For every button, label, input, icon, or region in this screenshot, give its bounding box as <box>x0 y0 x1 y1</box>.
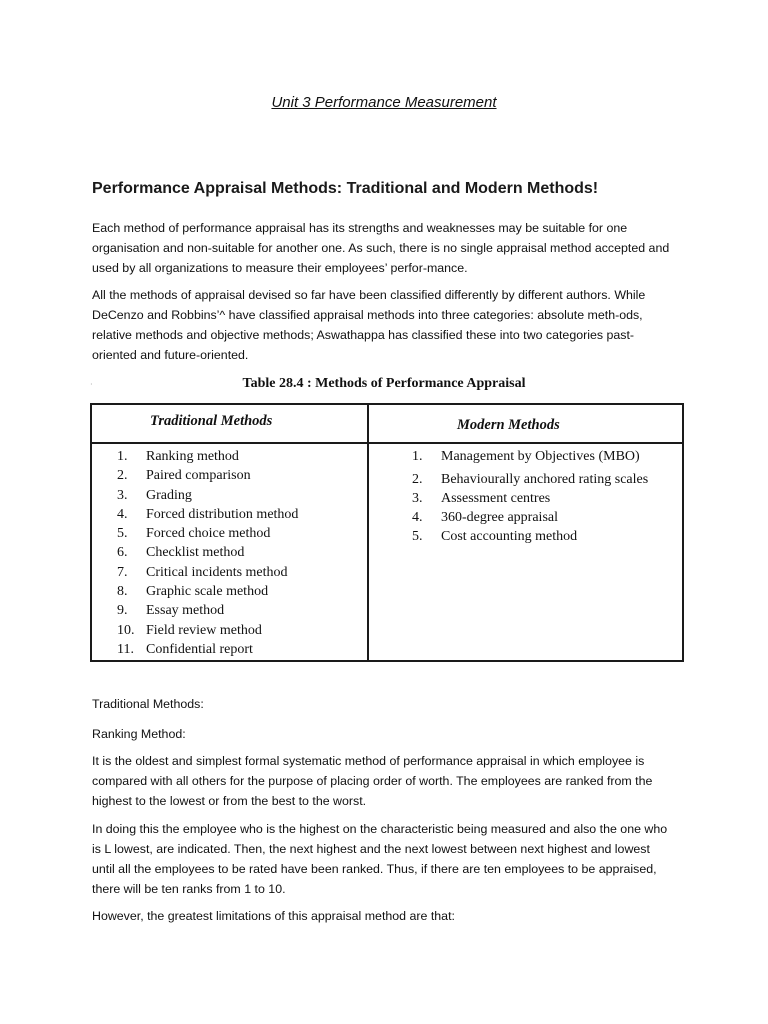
item-label: Graphic scale method <box>146 584 269 600</box>
ranking-method-subheading: Ranking Method: <box>92 727 186 741</box>
modern-method-item <box>412 489 648 508</box>
modern-method-item <box>412 447 648 466</box>
item-label: Cost accounting method <box>441 529 578 544</box>
table-caption-text: Table 28.4 : Methods of Performance Appraisal <box>242 376 526 391</box>
item-number: 6. <box>117 545 128 561</box>
item-label: 360-degree appraisal <box>441 510 558 525</box>
modern-method-item <box>412 527 648 546</box>
header-rule <box>92 442 682 444</box>
item-number: 7. <box>117 564 128 580</box>
traditional-method-item <box>117 447 298 466</box>
item-number: 2. <box>412 472 423 487</box>
item-label: Ranking method <box>146 449 239 464</box>
traditional-method-item <box>117 582 298 601</box>
ranking-definition-paragraph: It is the oldest and simplest formal systematic method of performance appraisal in which employee is compared with all others for the purpose of placing order of worth. The employees are ranked from the highest to the lowest or from the best to the worst. <box>92 754 653 808</box>
traditional-methods-header: Traditional Methods <box>150 413 273 429</box>
item-label: Paired comparison <box>146 468 251 484</box>
traditional-method-item <box>117 466 298 485</box>
traditional-method-item <box>117 543 298 562</box>
item-label: Checklist method <box>146 545 245 561</box>
item-label: Forced distribution method <box>146 506 299 522</box>
traditional-method-item <box>117 524 298 543</box>
traditional-method-item <box>117 563 298 582</box>
item-label: Grading <box>146 487 192 503</box>
page-title: Unit 3 Performance Measurement <box>271 94 497 111</box>
item-number: 3. <box>412 491 423 506</box>
section-heading: Performance Appraisal Methods: Traditional and Modern Methods! <box>92 180 599 197</box>
item-number: 4. <box>412 510 423 525</box>
item-label: Critical incidents method <box>146 564 288 580</box>
item-label: Confidential report <box>146 641 253 657</box>
table-caption <box>0 376 768 392</box>
traditional-method-item <box>117 601 298 620</box>
item-number: 5. <box>117 526 128 542</box>
item-label: Essay method <box>146 603 225 619</box>
ranking-process-paragraph: In doing this the employee who is the highest on the characteristic being measured and also the one who is L lowest, are indicated. Then, the next highest and the next lowest between next highest and lowest until all the employees to be rated have been ranked. Thus, if there are ten employees to be appraised, there will be ten ranks from 1 to 10. <box>92 822 668 896</box>
item-number: 9. <box>117 603 128 619</box>
modern-methods-list <box>412 447 648 546</box>
modern-method-item <box>412 508 648 527</box>
item-label: Behaviourally anchored rating scales <box>441 472 649 487</box>
item-label: Assessment centres <box>441 491 551 506</box>
traditional-method-item <box>117 621 298 640</box>
item-number: 1. <box>412 449 423 464</box>
traditional-method-item <box>117 505 298 524</box>
item-number: 3. <box>117 487 128 503</box>
item-number: 11. <box>117 641 134 657</box>
traditional-methods-list <box>117 447 298 659</box>
item-number: 2. <box>117 468 128 484</box>
item-number: 10. <box>117 622 135 638</box>
traditional-methods-subheading: Traditional Methods: <box>92 697 204 711</box>
traditional-method-item <box>117 640 298 659</box>
item-label: Forced choice method <box>146 526 271 542</box>
item-number: 8. <box>117 584 128 600</box>
modern-method-item <box>412 470 648 489</box>
traditional-method-item <box>117 486 298 505</box>
modern-methods-header: Modern Methods <box>457 417 560 433</box>
item-label: Field review method <box>146 622 262 638</box>
item-number: 5. <box>412 529 423 544</box>
scan-speck: · <box>90 380 93 389</box>
methods-table <box>90 403 684 662</box>
limitations-paragraph: However, the greatest limitations of this appraisal method are that: <box>92 909 455 923</box>
item-number: 4. <box>117 506 128 522</box>
classification-paragraph: All the methods of appraisal devised so far have been classified differently by different authors. While DeCenzo and Robbins’^ have classified appraisal methods into three categories: absolute meth-ods, relative methods and objective methods; Aswathappa has classified these into two categories past-oriented and future-oriented. <box>92 288 646 362</box>
item-label: Management by Objectives (MBO) <box>441 449 640 464</box>
intro-paragraph: Each method of performance appraisal has its strengths and weaknesses may be suitable for one organisation and non-suitable for another one. As such, there is no single appraisal method accepted and used by all organizations to measure their employees’ perfor-mance. <box>92 221 670 275</box>
item-number: 1. <box>117 449 128 464</box>
